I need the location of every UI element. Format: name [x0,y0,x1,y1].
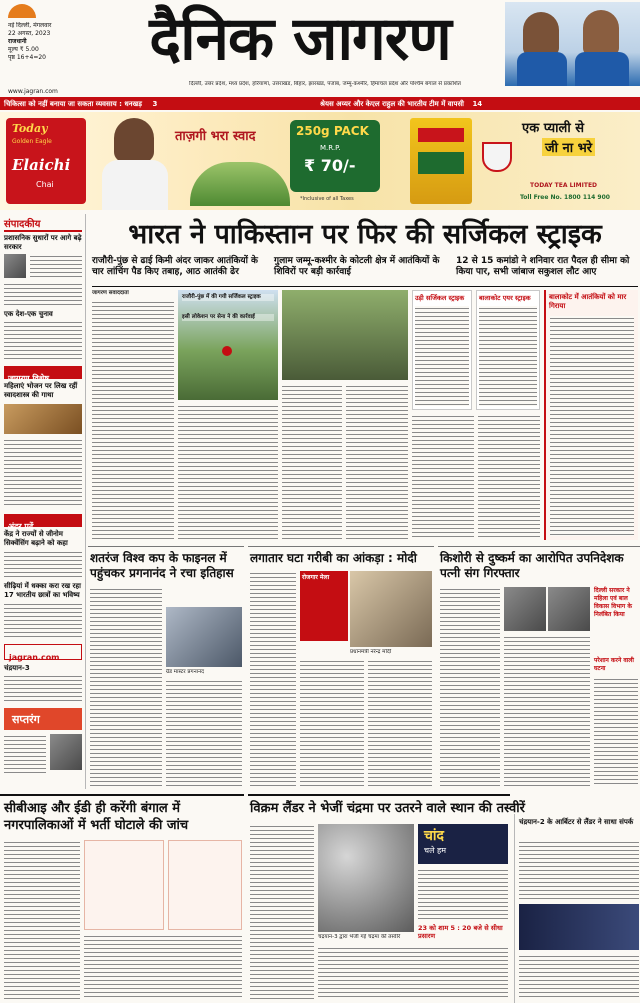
ad-product-sub: Chai [36,180,54,189]
left-sidebar [0,214,86,789]
lead-byline: जागरण संवाददाता [92,290,129,296]
modi-fact-title: रोजगार मेला [302,574,330,581]
ad-tea-field [190,162,290,206]
ticker-right-text: श्रेयस अय्यर और केएल राहुल की भारतीय टीम में वापसी [320,100,464,108]
sidebar-saptrang-text: सप्तरंग [12,713,40,726]
sidebar-women-title[interactable]: महिलाएं भोजन पर लिख रहीं स्वादशास्त्र की गाथा [4,382,78,399]
lead-soldiers-photo [282,290,408,380]
chess-caption: ग्रैंड मास्टर प्रगनानंद [166,669,205,675]
columnist-photo [4,254,26,278]
chandrayaan-side-headline[interactable]: चंद्रयान-2 के आर्बिटर से लैंडर ने साधा संपर्क [519,818,634,826]
ad-mrp-value: ₹ 70/- [304,156,356,175]
ad-mrp-label: M.R.P. [320,144,341,152]
masthead-editions: दिल्ली, उत्तर प्रदेश, मध्य प्रदेश, हरियाणा, उत्तराखंड, बिहार, झारखंड, पंजाब, जम्मू-कश्मीर, हिमाचल प्रदेश और पश्चिम बंगाल से प्रकाशित [189,81,461,87]
chandrayaan-side [514,814,640,1003]
newspaper-title: दैनिक जागरण [149,4,451,74]
ad-product: Elaichi [12,156,71,174]
ad-slogan [520,116,636,166]
sidebar-inside-label [4,514,82,531]
chand-badge [418,824,508,864]
modi-headline[interactable]: लगातार घटा गरीबी का आंकड़ा : मोदी [250,551,417,565]
modi-photo [350,571,432,647]
cbi-highlight-box-2 [168,840,242,930]
moon-story [248,794,525,1003]
sidebar-heading: संपादकीय [4,216,82,232]
ad-pack-badge [290,120,380,192]
balakot-box [476,290,540,410]
kishori-note-2: परेशान करने वाली घटना [594,657,634,672]
ad-toll-free[interactable]: Toll Free No. 1800 114 900 [520,194,610,201]
ad-slogan-1: एक प्याली से [522,121,585,136]
lead-story [88,214,640,544]
masthead-pages: पृष्ठ 16+4=20 [8,54,46,61]
cbi-story [0,794,244,1003]
balakot-box-title: बालाकोट एयर स्ट्राइक [479,294,531,302]
ad-inclusive-note: *Inclusive of all Taxes [300,196,354,202]
lead-map-graphic [178,290,278,400]
tea-advertisement[interactable] [0,112,640,210]
ad-model-photo [100,116,170,210]
cbi-highlight-box [84,840,164,930]
moon-headline[interactable]: विक्रम लैंडर ने भेजीं चंद्रमा पर उतरने वाले स्थान की तस्वीरें [250,801,525,816]
chess-player-photo [166,607,242,667]
moon-surface-photo [318,824,414,932]
chess-headline[interactable]: शतरंज विश्व कप के फाइनल में पहुंचकर प्रगनानंद ने रचा इतिहास [90,551,234,580]
ticker-right-page: 14 [472,100,483,108]
jagran-sun-logo [8,4,36,18]
cbi-headline[interactable]: सीबीआइ और ईडी ही करेंगी बंगाल में नगरपालिकाओं में भर्ती घोटाले की जांच [4,801,189,833]
ticker-right[interactable] [320,99,636,109]
website[interactable]: www.jagran.com [8,88,58,95]
sidebar-editorial-title[interactable]: प्रशासनिक सुधारों पर आगे बढ़े सरकार [4,234,82,251]
moon-countdown: 23 को शाम 5 : 20 बजे से सीधा प्रसारण [418,924,503,940]
ticker-strip [0,97,640,110]
map-marker-red [222,346,232,356]
masthead-edition: राजधानी [8,38,27,45]
sidebar-special-text: जागरण विशेष [8,374,49,383]
ad-slogan-2: जी ना भरे [542,138,595,156]
ad-cup [482,142,512,172]
lead-deck-1: राजौरी-पुंछ से ढाई किमी अंदर जाकर आतंकियों के चार लांचिंग पैड किए तबाह, आठ आतंकी ढेर [92,256,258,277]
uri-strike-box [412,290,472,410]
masthead-price: मूल्य ₹ 5.00 [8,46,39,53]
chand-badge-sub: चले हम [424,846,447,855]
modi-caption: प्रधानमंत्री नरेन्द्र मोदी [350,649,392,655]
map-note-1: राजौरी-पुंछ में की गयी सर्जिकल स्ट्राइक [182,294,274,301]
sidebar-students-title[interactable]: सीढ़ियां में धक्का करा रख रहा 17 भारतीय छात्रों का भविष्य [4,582,81,599]
ticker-left-page: 3 [152,100,158,108]
accused-photo-2 [548,587,590,631]
sidebar-chandrayaan[interactable]: चंद्रयान-3 [4,664,30,672]
kishori-story [438,546,640,790]
sidebar-genome-title[interactable]: केंद्र ने राज्यों से जीनोम सिक्वेंसिंग बढ़ाने को कहा [4,530,68,547]
accused-photo-1 [504,587,546,631]
cricketers-photo [505,2,640,86]
lead-deck-2: गुलाम जम्मू-कश्मीर के कोटली क्षेत्र में आतंकियों के शिविरों पर बड़ी कार्रवाई [274,256,440,277]
ad-tagline: ताज़गी भरा स्वाद [175,129,256,144]
modi-story [248,546,434,790]
chandrayaan-side-graphic [519,904,639,950]
moon-caption: चंद्रयान-3 द्वारा भेजी गई चंद्रमा की तस्वीरें [318,934,401,940]
ad-company: TODAY TEA LIMITED [530,182,598,189]
lead-side-title: बालाकोट में आतंकियों को मार गिराया [549,293,627,310]
sidebar-saptrang-photo [50,734,82,770]
lead-headline[interactable]: भारत ने पाकिस्तान पर फिर की सर्जिकल स्ट्राइक [128,219,602,250]
ad-brand-top: Today [12,122,48,135]
modi-fact-box [300,571,348,641]
uri-box-title: उड़ी सर्जिकल स्ट्राइक [415,294,465,302]
ad-pack-size: 250g PACK [296,124,369,138]
ad-brand-sub: Golden Eagle [12,138,52,145]
sidebar-one-nation-title[interactable]: एक देश-एक चुनाव [4,310,53,318]
ad-product-pack [410,118,472,204]
lead-side-box [544,290,638,540]
map-note-2: इसी लोकेशन पर सेना ने की कार्रवाई [182,314,274,321]
chess-story [88,546,244,790]
kishori-headline[interactable]: किशोरी से दुष्कर्म का आरोपित उपनिदेशक पत्नी संग गिरफ्तार [440,551,624,580]
ticker-left-text: चिकित्सा को नहीं बनाया जा सकता व्यवसाय : धनखड़ [4,100,142,108]
ticker-left[interactable] [4,99,304,109]
sidebar-jagran-text: jagran.com [9,653,60,662]
sidebar-food-photo [4,404,82,434]
sidebar-saptrang-banner[interactable] [4,708,82,730]
sidebar-special-label [4,366,82,383]
lead-deck-3: 12 से 15 कमांडो ने शनिवार रात पैदल ही सीमा को किया पार, सभी जांबाज सकुशल लौट आए [456,256,630,277]
sidebar-inside-text: अंदर पढ़ें [8,522,34,531]
masthead-date: 22 अगस्त, 2023 [8,30,51,37]
ad-brand-box [6,118,86,204]
kishori-note-1: दिल्ली सरकार ने महिला एवं बाल विकास विभाग के निलंबित किया [594,587,632,618]
masthead-city: नई दिल्ली, मंगलवार [8,22,52,29]
sidebar-jagran-link[interactable] [4,644,82,660]
chand-badge-text: चांद [424,828,444,844]
